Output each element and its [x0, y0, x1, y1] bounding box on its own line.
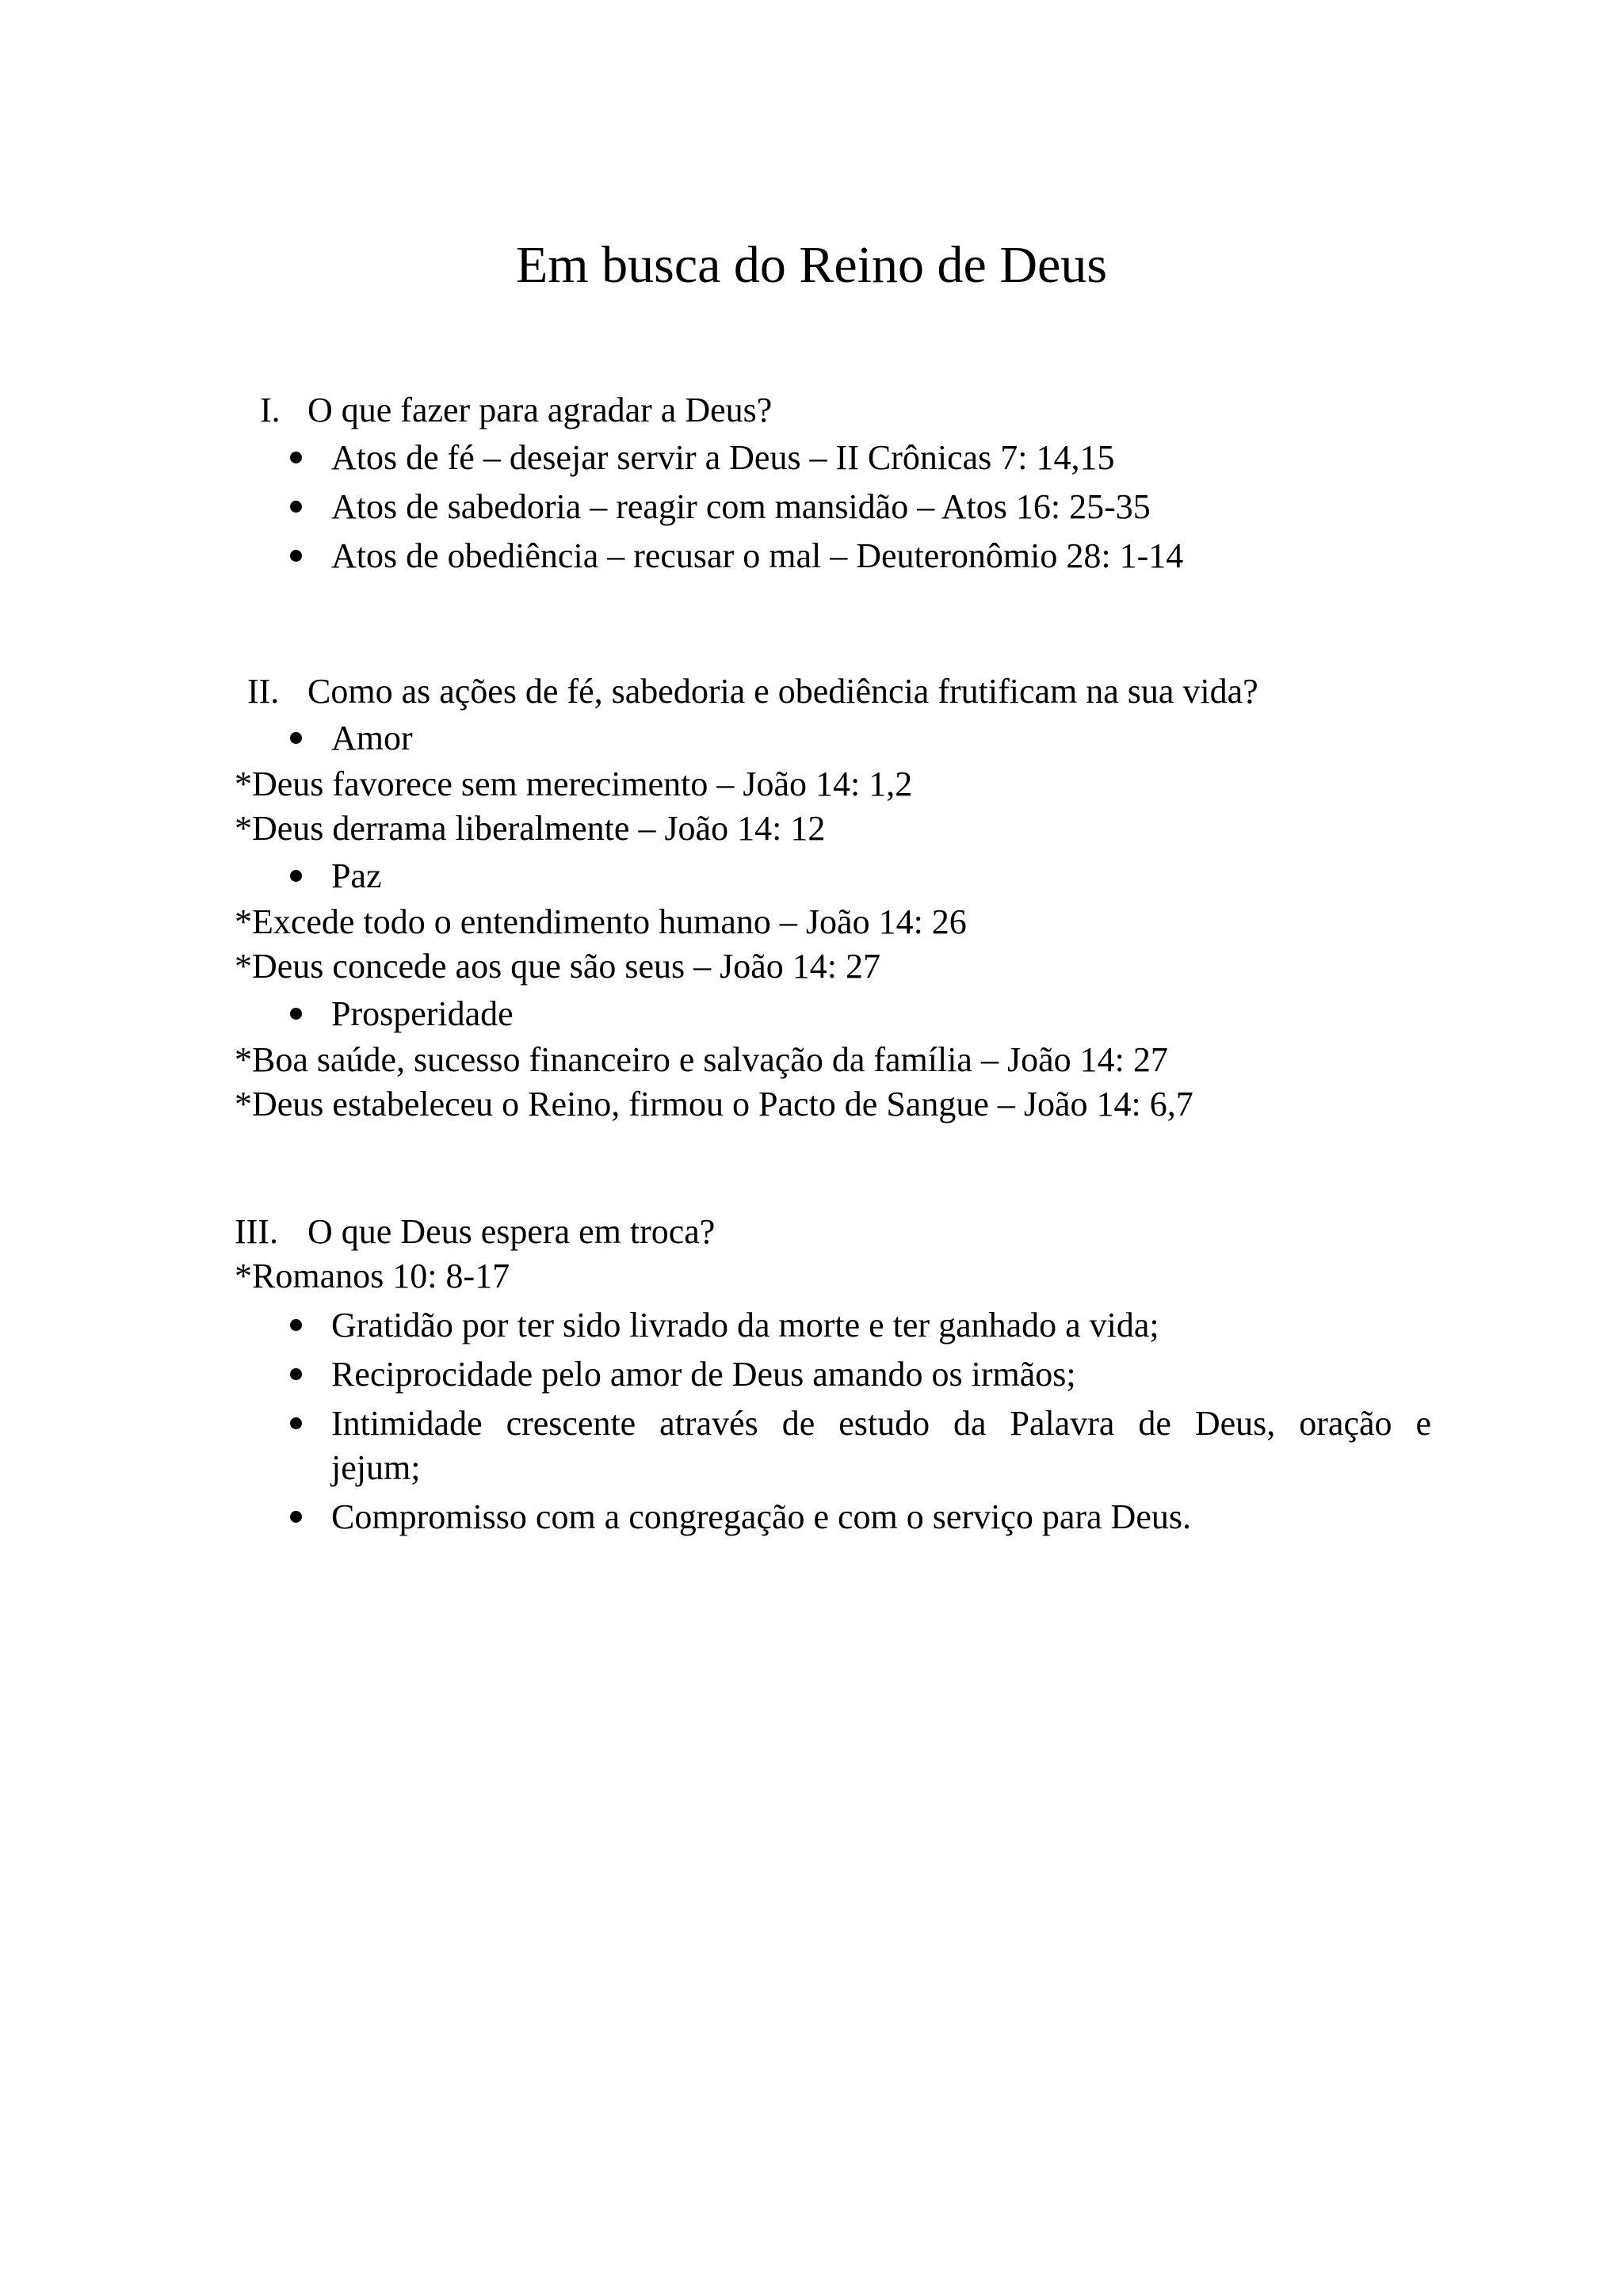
section-2-bullet-amor: Amor — [331, 719, 413, 757]
bullet-dot-icon — [290, 1417, 302, 1429]
bullet-dot-icon — [290, 452, 302, 463]
section-3-heading: O que Deus espera em troca? — [307, 1212, 716, 1251]
section-1-numeral: I. — [260, 391, 281, 429]
section-2-heading: Como as ações de fé, sabedoria e obediência frutificam na sua vida? — [307, 672, 1258, 711]
section-1-heading: O que fazer para agradar a Deus? — [307, 391, 773, 429]
bullet-dot-icon — [290, 501, 302, 513]
bullet-dot-icon — [290, 1511, 302, 1523]
document-title: Em busca do Reino de Deus — [515, 236, 1107, 294]
bullet-dot-icon — [290, 870, 302, 882]
section-1-bullet-2: Atos de sabedoria – reagir com mansidão – Atos 16: 25-35 — [331, 487, 1151, 526]
section-3-numeral: III. — [235, 1212, 278, 1251]
section-2-note: *Deus derrama liberalmente – João 14: 12 — [235, 809, 826, 848]
section-2-note: *Boa saúde, sucesso financeiro e salvação da família – João 14: 27 — [235, 1040, 1168, 1079]
section-2-note: *Deus estabeleceu o Reino, firmou o Pacto de Sangue – João 14: 6,7 — [235, 1085, 1193, 1123]
section-3-bullet-3: Intimidade crescente através de estudo da Palavra de Deus, oração e — [331, 1404, 1431, 1443]
section-1-bullet-1: Atos de fé – desejar servir a Deus – II Crônicas 7: 14,15 — [331, 438, 1115, 477]
bullet-dot-icon — [290, 1368, 302, 1380]
section-3-bullet-4: Compromisso com a congregação e com o serviço para Deus. — [331, 1497, 1191, 1536]
section-3-note: *Romanos 10: 8-17 — [235, 1257, 510, 1295]
section-3-bullet-1: Gratidão por ter sido livrado da morte e ter ganhado a vida; — [331, 1306, 1159, 1344]
bullet-dot-icon — [290, 732, 302, 744]
section-2-bullet-prosperidade: Prosperidade — [331, 994, 514, 1033]
section-2-note: *Excede todo o entendimento humano – João 14: 26 — [235, 902, 967, 941]
bullet-dot-icon — [290, 1008, 302, 1020]
section-2-note: *Deus favorece sem merecimento – João 14: 1,2 — [235, 765, 913, 803]
section-2-note: *Deus concede aos que são seus – João 14: 27 — [235, 947, 881, 986]
bullet-dot-icon — [290, 1319, 302, 1331]
section-3-bullet-3-continuation: jejum; — [331, 1448, 421, 1487]
section-3-bullet-2: Reciprocidade pelo amor de Deus amando os irmãos; — [331, 1355, 1076, 1394]
section-1-bullet-3: Atos de obediência – recusar o mal – Deuteronômio 28: 1-14 — [331, 536, 1184, 575]
section-2-numeral: II. — [247, 672, 280, 711]
section-2-bullet-paz: Paz — [331, 856, 382, 895]
bullet-dot-icon — [290, 550, 302, 562]
